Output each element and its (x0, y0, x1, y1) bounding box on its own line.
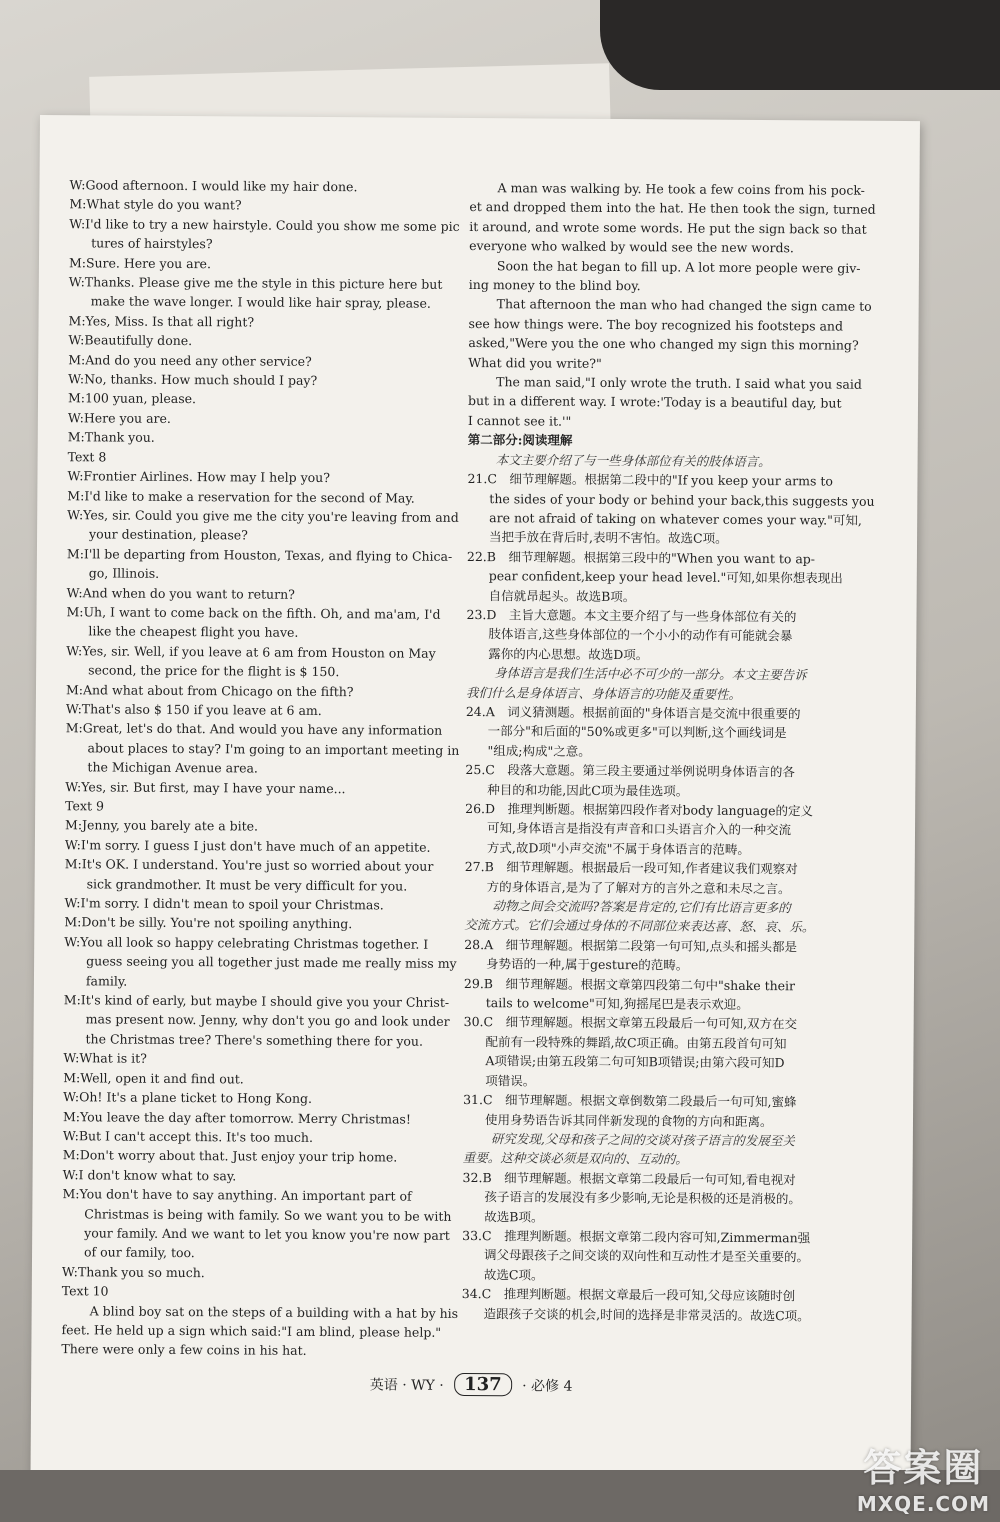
text-line: Text 9 (65, 798, 104, 814)
text-line: 32.B 细节理解题。根据文章第二段最后一句可知,看电视对 (462, 1169, 796, 1188)
text-line: 本文主要介绍了与一些身体部位有关的肢体语言。 (495, 451, 771, 469)
text-line: tails to welcome"可知,狗摇尾巴是表示欢迎。 (485, 995, 749, 1013)
text-line: 项错误。 (485, 1072, 536, 1089)
text-line: W:I'm sorry. I guess I just don't have much of an appetite. (64, 837, 431, 855)
text-line: your family. And we want to let you know you're now part (84, 1225, 450, 1243)
footer-volume: · 必修 4 (522, 1378, 573, 1395)
text-line: your destination, please? (89, 526, 248, 543)
text-line: M:And do you need any other service? (68, 351, 312, 369)
text-line: 交流方式。它们会通过身体的不同部位来表达喜、怒、哀、乐。 (464, 917, 815, 935)
text-line: Soon the hat began to fill up. A lot more people were giv- (496, 257, 861, 276)
text-line: 当把手放在背后时,表明不害怕。故选C项。 (489, 529, 728, 547)
text-line: of our family, too. (84, 1244, 195, 1261)
text-line: 33.C 推理判断题。根据文章第二段内容可知,Zimmerman强 (462, 1227, 811, 1246)
text-line: 31.C 细节理解题。根据文章倒数第二段最后一句可知,蜜蜂 (463, 1092, 797, 1110)
text-line: W:Yes, sir. Could you give me the city you're leaving from and (67, 507, 459, 525)
text-line: M:Jenny, you barely ate a bite. (64, 817, 259, 834)
text-line: "组成;构成"之意。 (487, 742, 591, 759)
page-number: 137 (454, 1373, 512, 1396)
text-line: the sides of your body or behind your back,this suggests you (489, 490, 875, 509)
text-line: ing money to the blind boy. (468, 277, 641, 294)
text-line: W:That's also $ 150 if you leave at 6 am. (65, 701, 322, 718)
page-footer (31, 1370, 911, 1399)
text-line: see how things were. The boy recognized his footsteps and (468, 315, 844, 334)
text-line: Christmas is being with family. So we want you to be with (84, 1205, 452, 1224)
text-line: but in a different way. I wrote:'Today is a beautiful day, but (467, 393, 842, 412)
text-line: M:And what about from Chicago on the fifth? (65, 681, 354, 699)
footer-subject: 英语 · WY · (369, 1377, 444, 1394)
text-line: M:It's kind of early, but maybe I should give you your Christ- (63, 992, 450, 1010)
text-line: everyone who walked by would see the new words. (469, 238, 794, 256)
background-dark-object (600, 0, 1000, 90)
left-column (61, 175, 474, 1362)
text-line: 30.C 细节理解题。根据文章第五段最后一句可知,双方在交 (463, 1014, 798, 1032)
text-line: That afternoon the man who had changed the sign came to (496, 296, 872, 315)
text-line: W:You all look so happy celebrating Christmas together. I (64, 934, 429, 952)
text-line: W:And when do you want to return? (66, 584, 295, 602)
text-line: go, Illinois. (88, 565, 160, 581)
text-line: W:I'm sorry. I didn't mean to spoil your Christmas. (64, 895, 384, 913)
text-line: 方的身体语言,是为了了解对方的言外之意和未尽之言。 (486, 878, 791, 896)
text-line: 23.D 主旨大意题。本文主要介绍了与一些身体部位有关的 (466, 606, 797, 625)
text-line: feet. He held up a sign which said:"I am blind, please help." (61, 1322, 442, 1340)
text-line: There were only a few coins in his hat. (61, 1341, 307, 1359)
text-line: it around, and wrote some words. He put the sign back so that (469, 218, 867, 237)
text-line: W:Oh! It's a plane ticket to Hong Kong. (63, 1089, 313, 1107)
text-line: 孩子语言的发展没有多少影响,无论是积极的还是消极的。 (484, 1189, 801, 1207)
text-line: W:I don't know what to say. (62, 1166, 237, 1184)
text-line: M:Well, open it and find out. (63, 1069, 244, 1087)
text-line: M:Don't be silly. You're not spoiling anything. (64, 914, 353, 932)
text-line: about places to stay? I'm going to an important meeting in (87, 740, 460, 758)
table-surface (0, 1470, 1000, 1522)
document-page (31, 115, 920, 1481)
text-line: 动物之间会交流吗?答案是肯定的,它们有比语言更多的 (492, 898, 791, 916)
text-line: W:No, thanks. How much should I pay? (68, 371, 318, 389)
text-line: W:Yes, sir. Well, if you leave at 6 am from Houston on May (66, 642, 436, 661)
text-line: et and dropped them into the hat. He then took the sign, turned (469, 199, 876, 218)
watermark-title: 答案圈 (863, 1446, 984, 1490)
text-line: Text 8 (67, 448, 107, 465)
text-line: 21.C 细节理解题。根据第二段中的"If you keep your arms to (467, 471, 834, 489)
text-line: are not afraid of taking on whatever comes your way."可知, (489, 510, 862, 528)
text-line: 故选C项。 (483, 1266, 544, 1283)
text-line: 调父母跟孩子之间交谈的双向性和互动性才是至关重要的。 (484, 1247, 810, 1265)
text-line: 27.B 细节理解题。根据最后一段可知,作者建议我们观察对 (464, 859, 798, 877)
text-line: A man was walking by. He took a few coins from his pock- (497, 180, 866, 198)
text-line: 露你的内心思想。故选D项。 (488, 645, 649, 663)
text-line: 自信就昂起头。故选B项。 (488, 587, 636, 604)
text-line: asked,"Were you the one who changed my sign this morning? (468, 335, 859, 353)
text-line: 配前有一段特殊的舞蹈,故C项正确。由第五段首句可知 (485, 1034, 787, 1052)
text-line: What did you write?" (468, 354, 602, 371)
text-line: W:Thanks. Please give me the style in this picture here but (68, 274, 443, 292)
text-line: 身势语的一种,属于gesture的范畴。 (486, 956, 689, 973)
text-line: A项错误;由第五段第二句可知B项错误;由第六段可知D (485, 1053, 785, 1071)
text-line: 故选B项。 (484, 1208, 544, 1225)
text-line: the Michigan Avenue area. (87, 759, 258, 776)
text-line: M:What style do you want? (69, 196, 242, 213)
text-line: 29.B 细节理解题。根据文章第四段第二句中"shake their (463, 975, 796, 993)
text-line: W:But I can't accept this. It's too much. (62, 1128, 314, 1145)
text-line: 我们什么是身体语言、身体语言的功能及重要性。 (465, 684, 742, 702)
text-line: 重要。这种交谈必须是双向的、互动的。 (462, 1150, 688, 1167)
text-line: W:What is it? (63, 1050, 147, 1067)
text-line: family. (85, 972, 128, 989)
text-line: 方式,故D项"小声交流"不属于身体语言的范畴。 (486, 839, 750, 857)
text-line: 研究发现,父母和孩子之间的交谈对孩子语言的发展至关 (490, 1131, 795, 1149)
text-line: M:You leave the day after tomorrow. Merry Christmas! (62, 1108, 411, 1127)
text-line: M:100 yuan, please. (67, 390, 197, 407)
text-line: make the wave longer. I would like hair spray, please. (90, 293, 431, 312)
text-line: 24.A 词义猜测题。根据前面的"身体语言是交流中很重要的 (465, 703, 801, 722)
text-line: W:Frontier Airlines. How may I help you? (67, 468, 331, 486)
text-line: 可知,身体语言是指没有声音和口头语言介入的一种交流 (486, 820, 792, 838)
text-line: M:It's OK. I understand. You're just so worried about your (64, 856, 434, 874)
text-line: 22.B 细节理解题。根据第三段中的"When you want to ap- (466, 548, 816, 567)
text-line: 26.D 推理判断题。根据第四段作者对body language的定义 (465, 800, 814, 819)
watermark-url: MXQE.COM (856, 1492, 990, 1516)
text-line: second, the price for the flight is $ 150. (88, 662, 340, 680)
text-line: M:Yes, Miss. Is that all right? (68, 313, 255, 330)
text-line: A blind boy sat on the steps of a building with a hat by his (89, 1302, 459, 1321)
text-line: W:Beautifully done. (68, 332, 193, 349)
text-line: guess seeing you all together just made me really miss my (86, 953, 457, 972)
text-line: W:Good afternoon. I would like my hair done. (69, 177, 358, 195)
text-line: I cannot see it.'" (467, 412, 572, 429)
text-line: The man said,"I only wrote the truth. I said what you said (496, 374, 862, 392)
text-line: W:I'd like to try a new hairstyle. Could you show me some pic (69, 216, 460, 234)
text-line: W:Here you are. (67, 410, 171, 426)
text-line: 34.C 推理判断题。根据文章最后一段可知,父母应该随时创 (461, 1286, 796, 1304)
text-line: mas present now. Jenny, why don't you go and look under (85, 1011, 450, 1030)
text-line: M:I'll be departing from Houston, Texas, and flying to Chica- (66, 545, 453, 564)
text-line: the Christmas tree? There's something there for you. (85, 1031, 424, 1049)
text-line: 肢体语言,这些身体部位的一个小小的动作有可能就会暴 (488, 626, 793, 644)
text-line: like the cheapest flight you have. (88, 623, 299, 641)
text-line: M:You don't have to say anything. An important part of (62, 1186, 412, 1204)
text-line: 25.C 段落大意题。第三段主要通过举例说明身体语言的各 (465, 762, 795, 780)
text-line: 造跟孩子交谈的机会,时间的选择是非常灵活的。故选C项。 (483, 1305, 810, 1323)
text-line: W:Yes, sir. But first, may I have your name... (65, 778, 346, 796)
text-line: M:I'd like to make a reservation for the second of May. (67, 487, 415, 506)
text-line: pear confident,keep your head level."可知,如果你想表现出 (488, 568, 843, 586)
text-line: Text 10 (61, 1283, 109, 1299)
text-line: 一部分"和后面的"50%或更多"可以判断,这个画线词是 (487, 723, 787, 741)
text-line: M:Great, let's do that. And would you have any information (65, 720, 443, 739)
text-line: 28.A 细节理解题。根据第二段第一句可知,点头和摇头都是 (464, 936, 798, 955)
text-line: M:Thank you. (67, 429, 155, 446)
text-line: sick grandmother. It must be very difficult for you. (86, 875, 408, 894)
text-line: W:Thank you so much. (61, 1263, 205, 1280)
text-line: M:Sure. Here you are. (68, 254, 212, 271)
text-line: tures of hairstyles? (91, 235, 213, 252)
text-line: 第二部分:阅读理解 (467, 432, 573, 449)
right-column (462, 178, 890, 1326)
text-line: 使用身势语告诉其同伴新发现的食物的方向和距离。 (484, 1111, 773, 1129)
text-line: M:Don't worry about that. Just enjoy your trip home. (62, 1147, 398, 1165)
text-line: 身体语言是我们生活中必不可少的一部分。本文主要告诉 (494, 665, 807, 683)
watermark-logo (857, 1437, 990, 1516)
text-line: 种目的和功能,因此C项为最佳选项。 (487, 781, 689, 799)
text-line: M:Uh, I want to come back on the fifth. Oh, and ma'am, I'd (66, 604, 441, 622)
